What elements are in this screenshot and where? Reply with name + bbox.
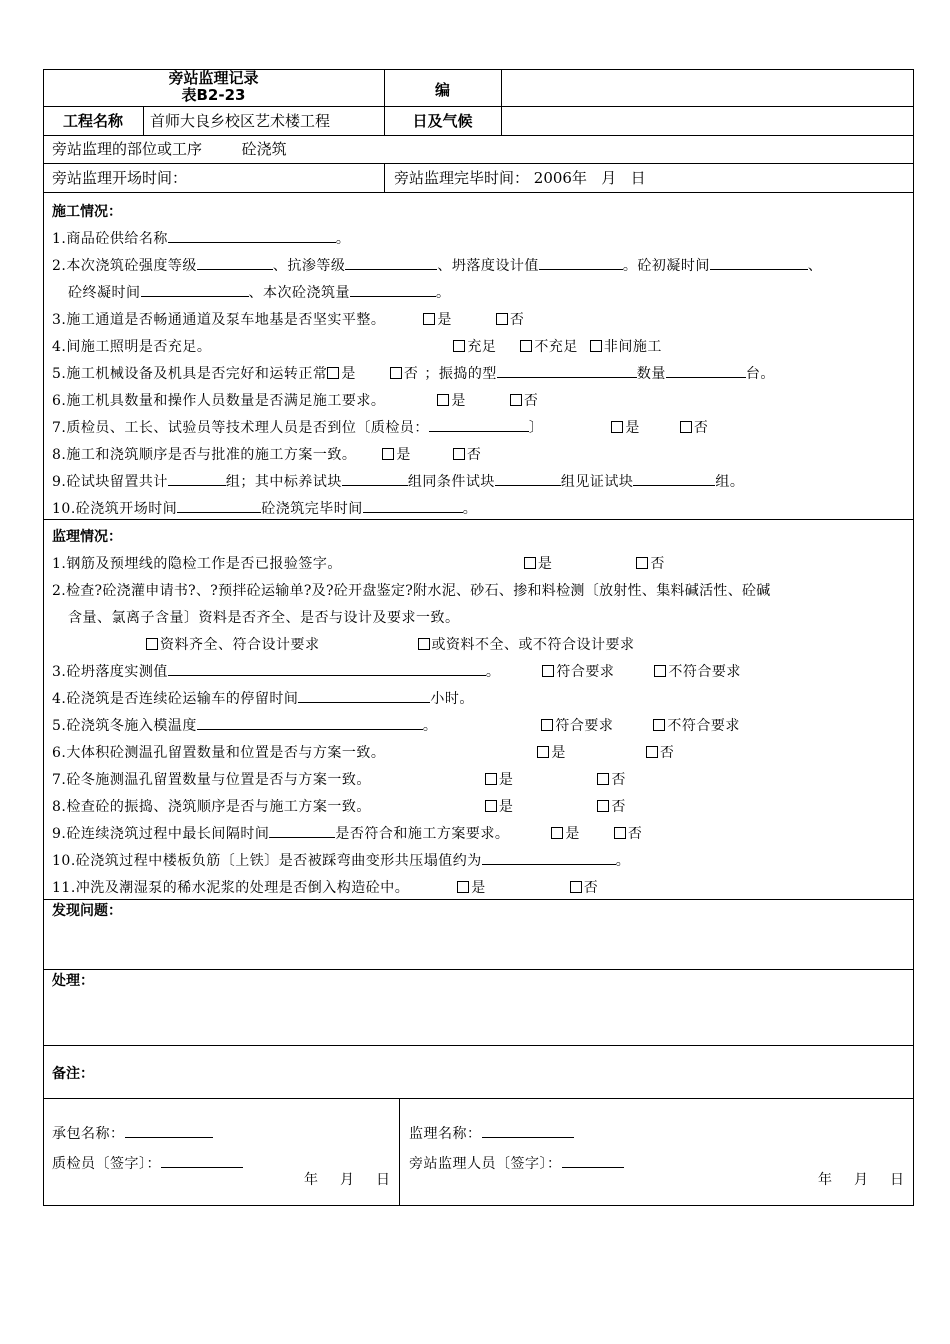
construction-item-4: 4.间施工照明是否充足。 充足 不充足 非间施工: [52, 339, 662, 355]
checkbox-yes[interactable]: [382, 448, 394, 460]
checkbox-no[interactable]: [680, 421, 692, 433]
pour-start-time-field[interactable]: [177, 498, 261, 513]
vibrator-model-field[interactable]: [497, 363, 637, 378]
checkbox-yes[interactable]: [327, 367, 339, 379]
checkbox-not-meets[interactable]: [653, 719, 665, 731]
construction-item-10: 10.砼浇筑开场时间 砼浇筑完毕时间 。: [52, 498, 477, 518]
handling-text-area[interactable]: [50, 992, 908, 1042]
project-name-label: 工程名称: [62, 112, 123, 130]
max-interval-field[interactable]: [269, 823, 335, 838]
end-time-label: 旁站监理完毕时间：: [394, 169, 530, 187]
construction-item-6: 6.施工机具数量和操作人员数量是否满足施工要求。 是 否: [52, 393, 539, 409]
supervision-item-9: 9.砼连续浇筑过程中最长间隔时间 是否符合和施工方案要求。 是 否: [52, 823, 642, 843]
supervision-title: 监理情况：: [52, 529, 122, 545]
supervision-item-5: 5.砼浇筑冬施入模温度 。 符合要求 不符合要求: [52, 715, 740, 735]
checkbox-no[interactable]: [597, 800, 609, 812]
construction-item-1: 1.商品砼供给名称 。: [52, 228, 350, 248]
truck-wait-time-field[interactable]: [298, 688, 430, 703]
checkbox-docs-complete[interactable]: [146, 638, 158, 650]
checkbox-yes[interactable]: [551, 827, 563, 839]
supervisor-date: 年 月 日: [818, 1172, 904, 1188]
slump-measured-field[interactable]: [168, 661, 486, 676]
quality-inspector-field[interactable]: [429, 417, 529, 432]
checkbox-no[interactable]: [496, 313, 508, 325]
supervision-item-3: 3.砼坍落度实测值 。 符合要求 不符合要求: [52, 661, 741, 681]
mold-temperature-field[interactable]: [197, 715, 423, 730]
supervision-item-1: 1.钢筋及预埋线的隐检工作是否已报验签字。 是 否: [52, 556, 665, 572]
slump-design-field[interactable]: [539, 255, 623, 270]
total-samples-field[interactable]: [168, 471, 226, 486]
remarks-section-title: 备注：: [52, 1066, 94, 1082]
concrete-supplier-field[interactable]: [168, 228, 336, 243]
same-condition-field[interactable]: [495, 471, 561, 486]
strength-grade-field[interactable]: [197, 255, 273, 270]
construction-item-9: 9.砼试块留置共计 组；其中标养试块 组同条件试块 组见证试块 组。: [52, 471, 744, 491]
checkbox-no[interactable]: [570, 881, 582, 893]
work-part-label: 旁站监理的部位或工序: [52, 140, 203, 158]
issues-section-title: 发现问题：: [52, 903, 122, 919]
initial-set-time-field[interactable]: [710, 255, 808, 270]
checkbox-meets[interactable]: [541, 719, 553, 731]
checkbox-no[interactable]: [453, 448, 465, 460]
final-set-time-field[interactable]: [141, 282, 249, 297]
supervisor-row: 监理名称：: [409, 1123, 574, 1143]
construction-item-5: 5.施工机械设备及机具是否完好和运转正常 是 否 ；振捣的型 数量 台。: [52, 363, 775, 383]
supervision-item-7: 7.砼冬施测温孔留置数量与位置是否与方案一致。 是 否: [52, 772, 626, 788]
checkbox-no[interactable]: [390, 367, 402, 379]
witness-samples-field[interactable]: [633, 471, 715, 486]
start-time-label: 旁站监理开场时间：: [52, 169, 188, 187]
vibrator-count-field[interactable]: [666, 363, 746, 378]
form-number: 表B2-23: [181, 86, 246, 104]
supervisor-name-field[interactable]: [482, 1123, 574, 1138]
construction-title: 施工情况：: [52, 204, 122, 220]
issues-text-area[interactable]: [50, 922, 908, 966]
end-time-value: 2006年 月 日: [533, 169, 646, 187]
construction-item-2: 2.本次浇筑砼强度等级 、抗渗等级 、坍落度设计值 。砼初凝时间 、: [52, 255, 822, 275]
handling-section-title: 处理：: [52, 973, 94, 989]
work-part-value: 砼浇筑: [241, 140, 287, 158]
supervision-item-6: 6.大体积砼测温孔留置数量和位置是否与方案一致。 是 否: [52, 745, 675, 761]
checkbox-no[interactable]: [510, 394, 522, 406]
supervision-item-8: 8.检查砼的振捣、浇筑顺序是否与施工方案一致。 是 否: [52, 799, 626, 815]
checkbox-yes[interactable]: [611, 421, 623, 433]
contractor-name-field[interactable]: [125, 1123, 213, 1138]
supervision-item-4: 4.砼浇筑是否连续砼运输车的停留时间 小时。: [52, 688, 474, 708]
site-supervisor-row: 旁站监理人员〔签字〕：: [409, 1153, 624, 1173]
contractor-row: 承包名称：: [52, 1123, 213, 1143]
form-title: 旁站监理记录: [168, 69, 259, 87]
pour-end-time-field[interactable]: [363, 498, 463, 513]
checkbox-yes[interactable]: [423, 313, 435, 325]
standard-cured-field[interactable]: [342, 471, 408, 486]
supervision-item-10: 10.砼浇筑过程中楼板负筋〔上铁〕是否被踩弯曲变形共压塌值约为 。: [52, 850, 630, 870]
date-weather-label: 日及气候: [412, 112, 473, 130]
construction-item-8: 8.施工和浇筑顺序是否与批准的施工方案一致。 是 否: [52, 447, 482, 463]
checkbox-yes[interactable]: [485, 800, 497, 812]
pour-volume-field[interactable]: [350, 282, 436, 297]
contractor-date: 年 月 日: [304, 1172, 390, 1188]
checkbox-yes[interactable]: [485, 773, 497, 785]
supervision-item-2-cont: 含量、氯离子含量〕资料是否齐全、是否与设计及要求一致。: [68, 610, 460, 626]
checkbox-no[interactable]: [614, 827, 626, 839]
checkbox-sufficient[interactable]: [453, 340, 465, 352]
checkbox-yes[interactable]: [457, 881, 469, 893]
checkbox-no-night-work[interactable]: [590, 340, 602, 352]
checkbox-yes[interactable]: [437, 394, 449, 406]
construction-item-7: 7.质检员、工长、试验员等技术理人员是否到位〔质检员： 〕 是 否: [52, 417, 708, 437]
supervision-item-2: 2.检查?砼浇灌申请书?、?预拌砼运输单?及?砼开盘鉴定?附水泥、砂石、掺和料检测〔放射性、集料碱活性、砼碱: [52, 583, 771, 599]
site-supervisor-signature-field[interactable]: [562, 1153, 624, 1168]
checkbox-no[interactable]: [636, 557, 648, 569]
construction-item-2-cont: 砼终凝时间 、本次砼浇筑量 。: [68, 282, 451, 302]
checkbox-yes[interactable]: [524, 557, 536, 569]
supervision-item-2-options: 资料齐全、符合设计要求 或资料不全、或不符合设计要求: [146, 634, 635, 654]
serial-label: 编: [434, 81, 450, 99]
supervision-item-11: 11.冲洗及潮湿泵的稀水泥浆的处理是否倒入构造砼中。 是 否: [52, 880, 599, 896]
construction-item-3: 3.施工通道是否畅通通道及泵车地基是否坚实平整。 是 否: [52, 312, 525, 328]
checkbox-insufficient[interactable]: [520, 340, 532, 352]
checkbox-docs-incomplete[interactable]: [418, 638, 430, 650]
checkbox-no[interactable]: [597, 773, 609, 785]
project-name-value: 首师大良乡校区艺术楼工程: [150, 112, 331, 130]
checkbox-yes[interactable]: [537, 746, 549, 758]
rebar-deformation-field[interactable]: [482, 850, 616, 865]
inspector-row: 质检员〔签字〕：: [52, 1153, 243, 1173]
checkbox-no[interactable]: [646, 746, 658, 758]
checkbox-not-meets[interactable]: [654, 665, 666, 677]
inspector-signature-field[interactable]: [161, 1153, 243, 1168]
checkbox-meets[interactable]: [542, 665, 554, 677]
impermeability-grade-field[interactable]: [345, 255, 437, 270]
